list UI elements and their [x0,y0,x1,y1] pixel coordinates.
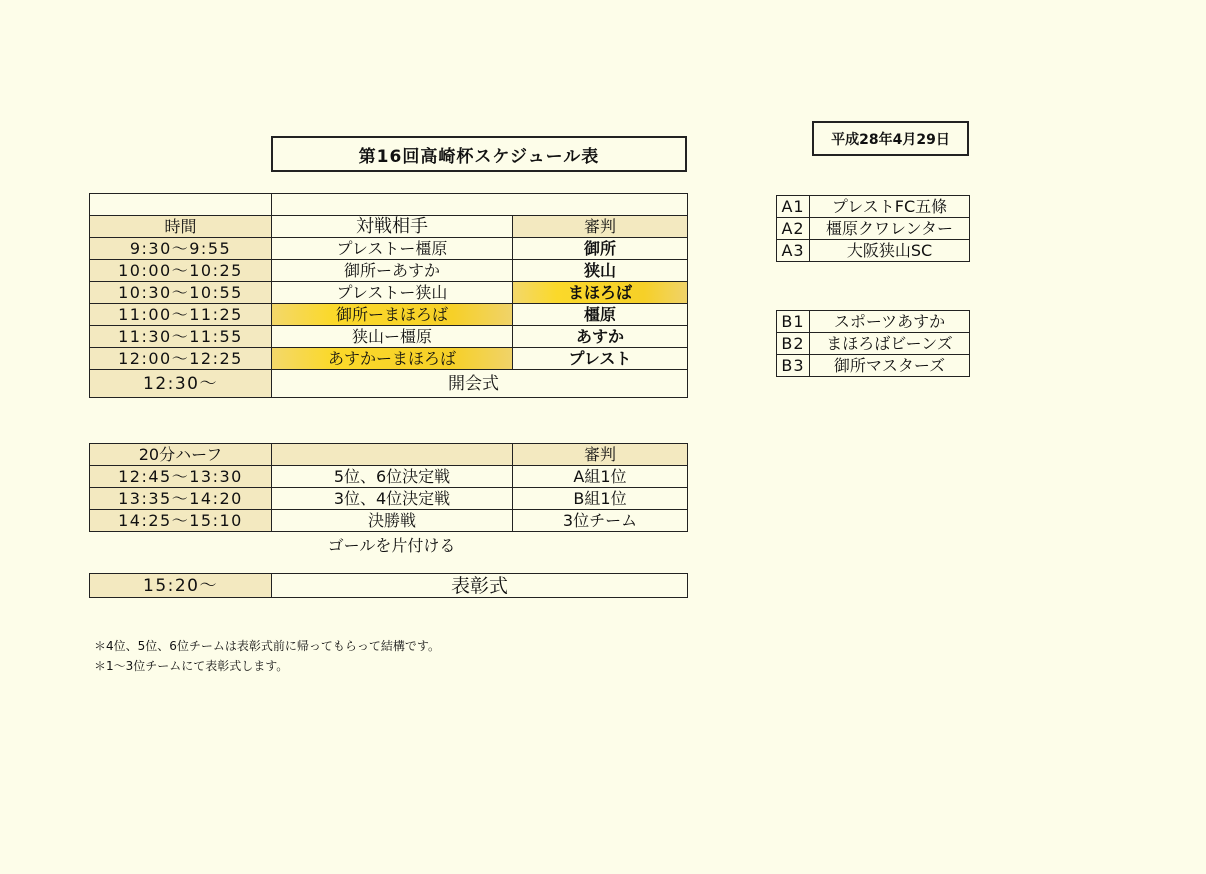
team-name: プレストFC五條 [810,196,970,218]
team-name: スポーツあすか [810,311,970,333]
match-referee: 御所 [513,238,688,260]
match-description: 5位、6位決定戦 [272,466,513,488]
header-row [90,444,688,466]
half-length-header: 20分ハーフ [90,444,272,466]
match-description: 決勝戦 [272,510,513,532]
match-referee: 3位チーム [513,510,688,532]
team-row [777,218,970,240]
page-title: 第16回高崎杯スケジュール表 [271,136,687,172]
match-row [90,510,688,532]
team-code: A3 [777,240,810,262]
group-match-schedule [89,193,688,398]
match-row [90,326,688,348]
blank-row [90,194,688,216]
awards-time: 15:20〜 [90,574,272,598]
awards-ceremony-row [89,573,688,598]
team-name: まほろばビーンズ [810,333,970,355]
match-header [272,444,513,466]
match-referee: 橿原 [513,304,688,326]
match-header: 対戦相手 [272,216,513,238]
goal-cleanup-note: ゴールを片付ける [327,536,456,555]
match-referee: プレスト [513,348,688,370]
footnote: ＊1〜3位チームにて表彰式します。 [94,659,289,673]
footnotes [94,636,440,676]
team-code: A2 [777,218,810,240]
match-time: 11:00〜11:25 [90,304,272,326]
match-time: 12:00〜12:25 [90,348,272,370]
team-row [777,355,970,377]
match-time: 12:45〜13:30 [90,466,272,488]
ceremony-row [90,370,688,398]
match-pairing: 御所ーあすか [272,260,513,282]
match-row [90,304,688,326]
match-time: 13:35〜14:20 [90,488,272,510]
match-referee: あすか [513,326,688,348]
match-pairing-highlighted: あすかーまほろば [272,348,513,370]
match-description: 3位、4位決定戦 [272,488,513,510]
match-row [90,282,688,304]
match-pairing: プレストー橿原 [272,238,513,260]
match-time: 10:30〜10:55 [90,282,272,304]
match-row [90,260,688,282]
final-match-schedule [89,443,688,532]
time-header: 時間 [90,216,272,238]
date-label: 平成28年4月29日 [812,121,969,156]
match-referee: B組1位 [513,488,688,510]
team-code: B2 [777,333,810,355]
team-name: 大阪狭山SC [810,240,970,262]
match-row [90,348,688,370]
match-pairing-highlighted: 御所ーまほろば [272,304,513,326]
team-code: B1 [777,311,810,333]
blank-cell [272,194,688,216]
team-row [777,311,970,333]
team-name: 御所マスターズ [810,355,970,377]
awards-label: 表彰式 [272,574,688,598]
referee-header: 審判 [513,444,688,466]
group-a-teams [776,195,970,262]
match-referee: A組1位 [513,466,688,488]
match-referee-highlighted: まほろば [513,282,688,304]
team-code: A1 [777,196,810,218]
team-row [777,333,970,355]
match-pairing: 狭山ー橿原 [272,326,513,348]
match-time: 9:30〜9:55 [90,238,272,260]
match-row [90,466,688,488]
blank-cell [90,194,272,216]
opening-ceremony-label: 開会式 [272,370,688,398]
match-time: 14:25〜15:10 [90,510,272,532]
match-time: 10:00〜10:25 [90,260,272,282]
match-time: 11:30〜11:55 [90,326,272,348]
team-row [777,196,970,218]
match-referee: 狭山 [513,260,688,282]
match-row [90,238,688,260]
referee-header: 審判 [513,216,688,238]
team-code: B3 [777,355,810,377]
team-name: 橿原クワレンター [810,218,970,240]
footnote: ＊4位、5位、6位チームは表彰式前に帰ってもらって結構です。 [94,639,440,653]
team-row [777,240,970,262]
match-row [90,488,688,510]
match-pairing: プレストー狭山 [272,282,513,304]
awards-row [90,574,688,598]
group-b-teams [776,310,970,377]
header-row [90,216,688,238]
opening-ceremony-time: 12:30〜 [90,370,272,398]
